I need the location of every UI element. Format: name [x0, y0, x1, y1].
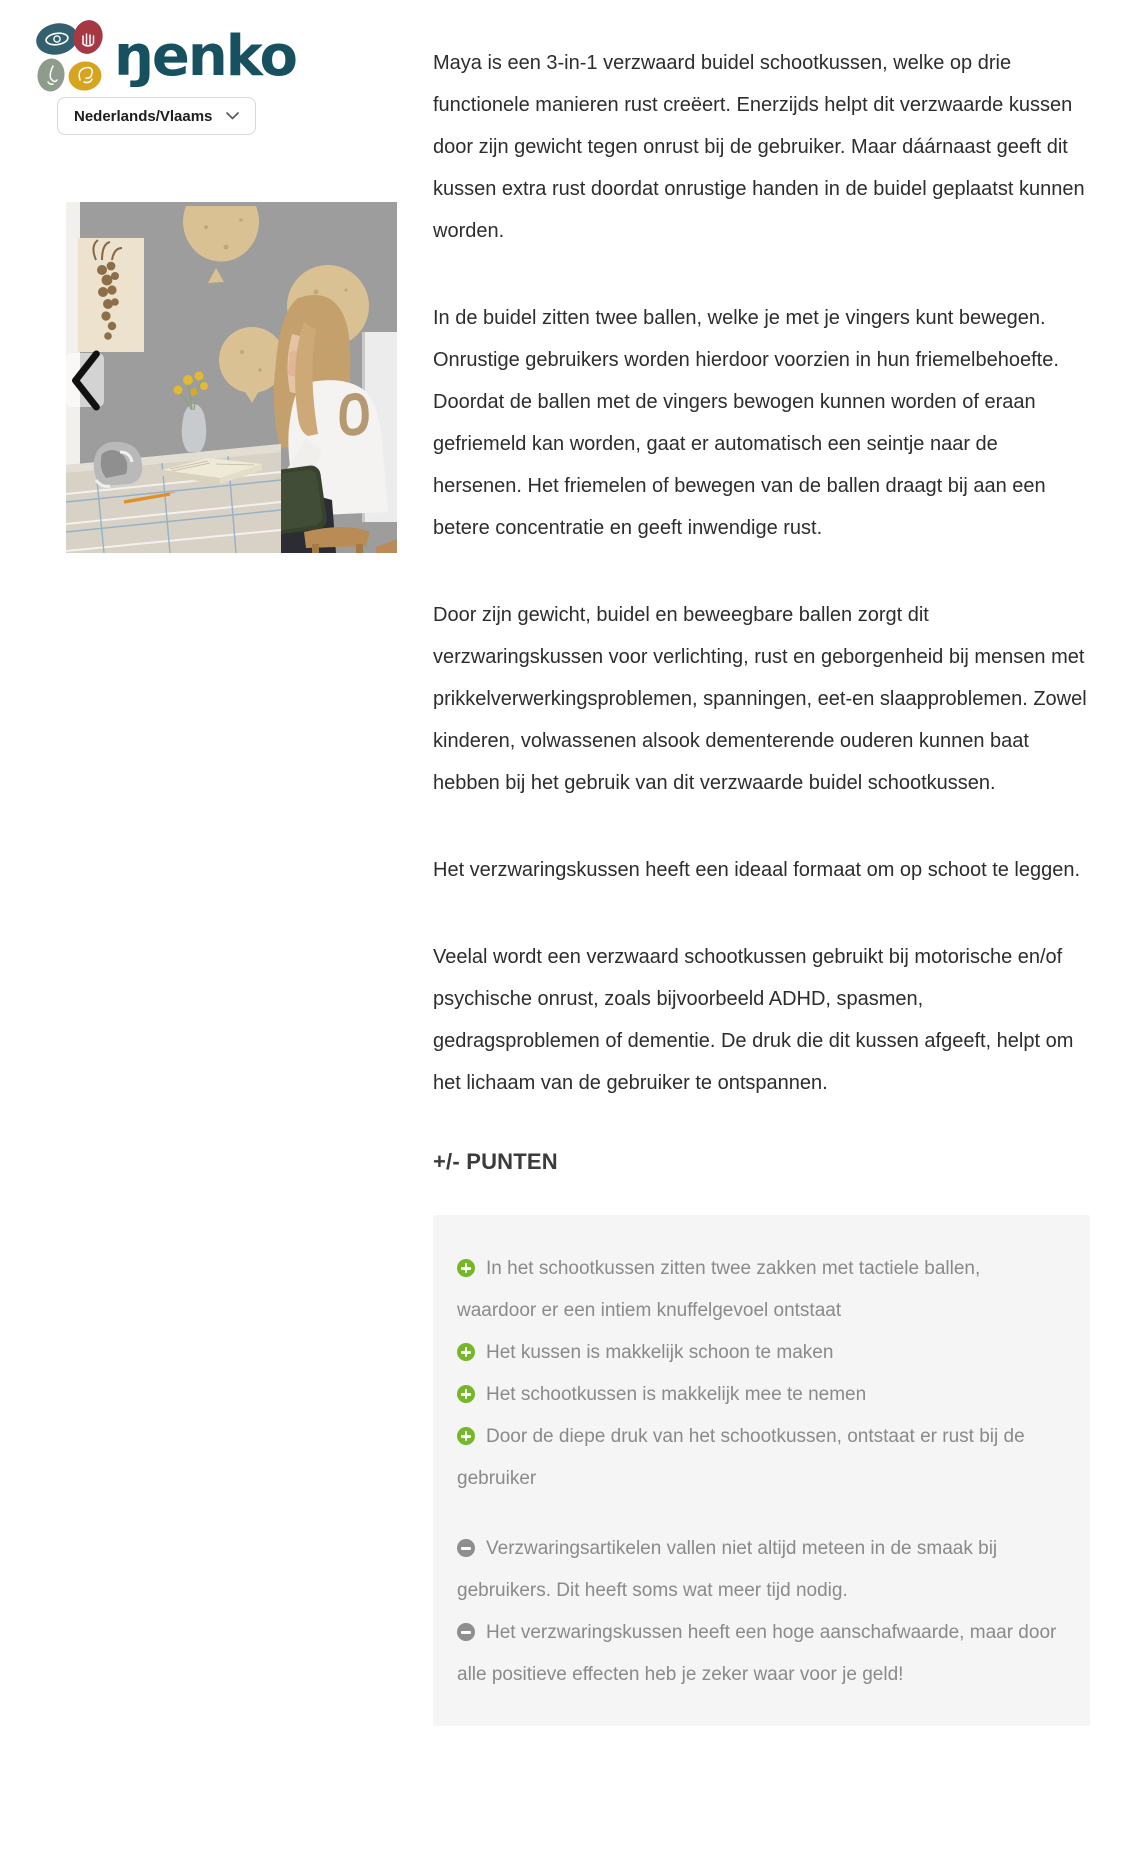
cons-group [457, 1528, 1060, 1696]
nose-icon [36, 57, 67, 93]
chevron-left-icon [66, 205, 104, 554]
minus-circle-icon [457, 1623, 475, 1641]
ear-icon [66, 59, 103, 93]
minus-circle-icon [457, 1539, 475, 1557]
hand-icon [70, 20, 106, 57]
brand-logo[interactable] [34, 20, 296, 94]
logo-blob-cluster [34, 20, 106, 94]
pro-item-text: Door de diepe druk van het schootkussen, ontstaat er rust bij de gebruiker [457, 1426, 1025, 1489]
chevron-down-icon [226, 112, 239, 120]
con-item [457, 1528, 1060, 1612]
pro-item [457, 1248, 1060, 1332]
description-paragraph: In de buidel zitten twee ballen, welke je met je vingers kunt bewegen. Onrustige gebruikers worden hierdoor voorzien in hun friemelbehoefte. Doordat de ballen met de vingers bewogen kunnen worden of eraan gefriemeld kan worden, gaat er automatisch een seintje naar de hersenen. Het friemelen of bewegen van de ballen draagt bij aan een betere concentratie en geeft inwendige rust. [433, 307, 1059, 539]
product-image [66, 202, 397, 553]
pro-item [457, 1416, 1060, 1500]
product-description [433, 42, 1090, 1726]
plus-circle-icon [457, 1385, 475, 1403]
pros-cons-panel [433, 1215, 1090, 1726]
pro-item-text: Het kussen is makkelijk schoon te maken [486, 1342, 834, 1363]
pros-cons-heading: +/- PUNTEN [433, 1149, 558, 1174]
description-paragraph: Door zijn gewicht, buidel en beweegbare ballen zorgt dit verzwaringskussen voor verlichting, rust en geborgenheid bij mensen met prikkelverwerkingsproblemen, spanningen, eet-en slaapproblemen. Zowel kinderen, volwassenen alsook dementerende ouderen kunnen baat hebben bij het gebruik van dit verzwaarde buidel schootkussen. [433, 604, 1087, 794]
description-paragraph: Veelal wordt een verzwaard schootkussen gebruikt bij motorische en/of psychische onrust, zoals bijvoorbeeld ADHD, spasmen, gedragsproblemen of dementie. De druk die dit kussen afgeeft, helpt om het lichaam van de gebruiker te ontspannen. [433, 946, 1074, 1094]
language-selector-value: Nederlands/Vlaams [74, 107, 213, 125]
pros-group [457, 1248, 1060, 1500]
pro-item [457, 1332, 1060, 1374]
plus-circle-icon [457, 1343, 475, 1361]
plus-circle-icon [457, 1259, 475, 1277]
pro-item-text: In het schootkussen zitten twee zakken met tactiele ballen, waardoor er een intiem knuffelgevoel ontstaat [457, 1258, 981, 1321]
product-photo-scene [66, 202, 397, 553]
carousel-prev-button[interactable] [66, 353, 104, 407]
con-item [457, 1612, 1060, 1696]
language-selector[interactable] [57, 97, 256, 135]
pro-item [457, 1374, 1060, 1416]
plus-circle-icon [457, 1427, 475, 1445]
pro-item-text: Het schootkussen is makkelijk mee te nemen [486, 1384, 867, 1405]
con-item-text: Verzwaringsartikelen vallen niet altijd meteen in de smaak bij gebruikers. Dit heeft soms wat meer tijd nodig. [457, 1538, 998, 1601]
brand-wordmark: ŋenko [114, 24, 296, 89]
description-paragraph: Maya is een 3-in-1 verzwaard buidel schootkussen, welke op drie functionele manieren rust creëert. Enerzijds helpt dit verzwaarde kussen door zijn gewicht tegen onrust bij de gebruiker. Maar dáárnaast geeft dit kussen extra rust doordat onrustige handen in de buidel geplaatst kunnen worden. [433, 52, 1085, 242]
con-item-text: Het verzwaringskussen heeft een hoge aanschafwaarde, maar door alle positieve effecten heb je zeker waar voor je geld! [457, 1622, 1057, 1685]
description-paragraph: Het verzwaringskussen heeft een ideaal formaat om op schoot te leggen. [433, 859, 1081, 881]
